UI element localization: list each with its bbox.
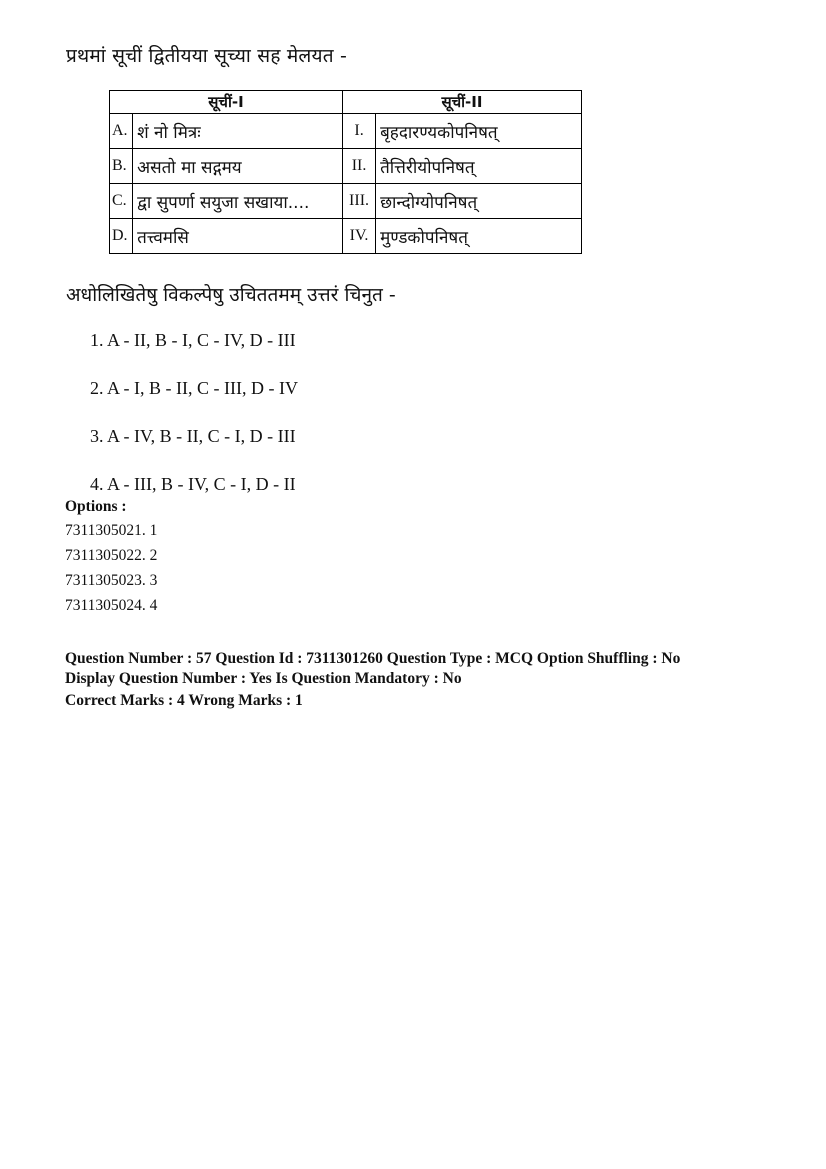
row-value-left: असतो मा सद्गमय — [133, 149, 343, 184]
row-key-left: B. — [110, 149, 133, 184]
answer-choice: 2. A - I, B - II, C - III, D - IV — [90, 378, 298, 398]
answer-choice: 4. A - III, B - IV, C - I, D - II — [90, 474, 296, 494]
row-value-right: तैत्तिरीयोपनिषत् — [376, 149, 582, 184]
table-header-row — [110, 91, 582, 114]
answer-choice: 1. A - II, B - I, C - IV, D - III — [90, 330, 296, 350]
table-row — [110, 149, 582, 184]
row-key-left: C. — [110, 184, 133, 219]
question-meta-line: Question Number : 57 Question Id : 7311301260 Question Type : MCQ Option Shuffling : No — [65, 650, 681, 667]
answer-choice: 3. A - IV, B - II, C - I, D - III — [90, 426, 296, 446]
question-instruction: अधोलिखितेषु विकल्पेषु उचिततमम् उत्तरं चिनुत - — [66, 284, 396, 306]
row-value-left: द्वा सुपर्णा सयुजा सखाया.... — [133, 184, 343, 219]
row-value-left: शं नो मित्रः — [133, 114, 343, 149]
question-title: प्रथमां सूचीं द्वितीयया सूच्या सह मेलयत - — [66, 45, 348, 67]
row-key-right: IV. — [342, 219, 375, 254]
option-id-item: 7311305022. 2 — [65, 547, 158, 564]
options-label: Options : — [65, 498, 127, 515]
row-key-right: II. — [342, 149, 375, 184]
question-meta-line: Display Question Number : Yes Is Question Mandatory : No — [65, 670, 462, 687]
list-1-header: सूचीं-I — [110, 91, 343, 114]
option-id-item: 7311305024. 4 — [65, 597, 158, 614]
answer-choices — [90, 326, 298, 518]
row-value-right: बृहदारण्यकोपनिषत् — [376, 114, 582, 149]
table-row — [110, 219, 582, 254]
table-row — [110, 184, 582, 219]
list-2-header: सूचीं-II — [342, 91, 581, 114]
table-row — [110, 114, 582, 149]
row-key-right: I. — [342, 114, 375, 149]
marks-line: Correct Marks : 4 Wrong Marks : 1 — [65, 692, 303, 709]
row-value-left: तत्त्वमसि — [133, 219, 343, 254]
row-key-left: A. — [110, 114, 133, 149]
row-value-right: मुण्डकोपनिषत् — [376, 219, 582, 254]
row-value-right: छान्दोग्योपनिषत् — [376, 184, 582, 219]
row-key-left: D. — [110, 219, 133, 254]
match-table — [109, 90, 582, 254]
option-id-item: 7311305023. 3 — [65, 572, 158, 589]
row-key-right: III. — [342, 184, 375, 219]
option-id-item: 7311305021. 1 — [65, 522, 158, 539]
